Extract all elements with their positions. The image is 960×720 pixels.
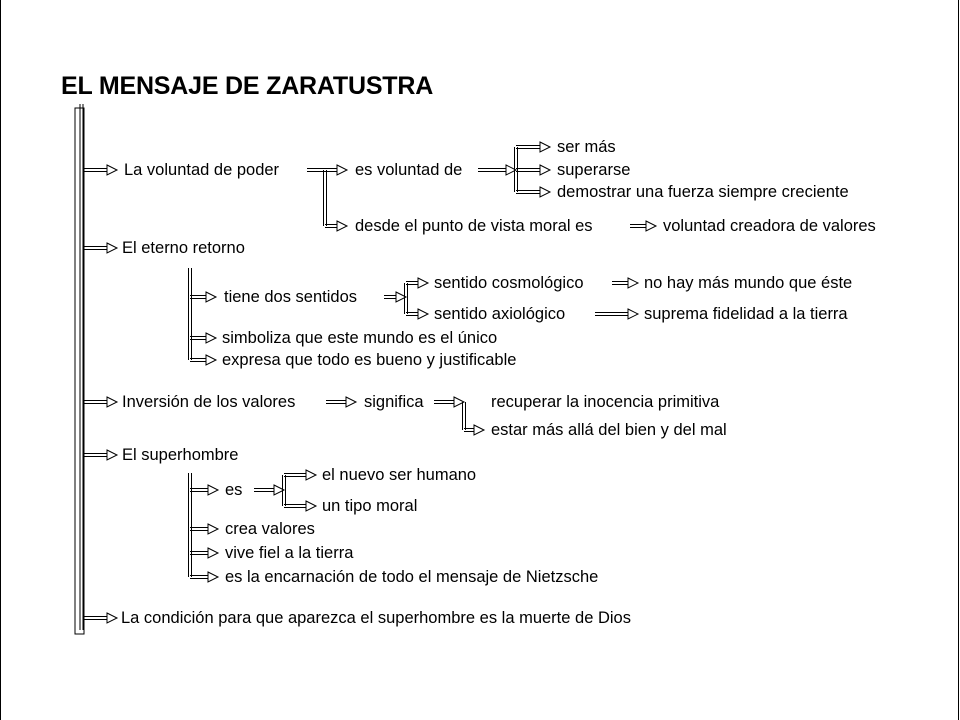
arrow-superhombre-head	[107, 450, 117, 460]
node-tiene-dos-sentidos: tiene dos sentidos	[224, 288, 358, 306]
node-mas-alla-bien-mal: estar más allá del bien y del mal	[491, 421, 727, 439]
node-sentido-cosmologico: sentido cosmológico	[434, 274, 584, 292]
arrow-ser-mas-head	[540, 142, 550, 152]
node-expresa: expresa que todo es bueno y justificable	[222, 351, 517, 369]
node-punto-de-vista-moral: desde el punto de vista moral es	[355, 217, 593, 235]
arrow-crea-head	[208, 524, 218, 534]
node-sentido-axiologico: sentido axiológico	[434, 305, 566, 323]
arrow-sentidos-head	[206, 292, 216, 302]
node-superarse: superarse	[557, 161, 631, 179]
arrow-es-voluntad-head	[337, 165, 347, 175]
node-fuerza-creciente: demostrar una fuerza siempre creciente	[557, 183, 849, 201]
arrow-axio-result-head	[628, 309, 638, 319]
node-inversion-valores: Inversión de los valores	[122, 393, 296, 411]
node-voluntad-de-poder: La voluntad de poder	[124, 161, 280, 179]
node-tipo-moral: un tipo moral	[322, 497, 418, 515]
node-suprema-fidelidad: suprema fidelidad a la tierra	[644, 305, 848, 323]
node-vive-fiel: vive fiel a la tierra	[225, 544, 354, 562]
arrow-simboliza-head	[206, 333, 216, 343]
arrow-fuerza-head	[540, 187, 550, 197]
arrow-expresa-head	[206, 355, 216, 365]
arrow-significa-head	[346, 397, 356, 407]
node-superhombre-es: es	[225, 481, 243, 499]
arrow-nuevo-ser-head	[306, 470, 316, 480]
arrow-superarse-head	[540, 165, 550, 175]
arrow-voluntad-head	[107, 165, 117, 175]
arrow-mas-alla-head	[474, 425, 484, 435]
arrow-cosmo-result-head	[628, 278, 638, 288]
node-crea-valores: crea valores	[225, 520, 315, 538]
node-no-hay-mas-mundo: no hay más mundo que éste	[644, 274, 853, 292]
arrow-tipo-moral-head	[306, 501, 316, 511]
node-encarnacion: es la encarnación de todo el mensaje de Nietzsche	[225, 568, 599, 586]
node-ser-mas: ser más	[557, 138, 616, 156]
arrow-axio-head	[418, 309, 428, 319]
arrow-cosmo-head	[418, 278, 428, 288]
node-voluntad-creadora: voluntad creadora de valores	[663, 217, 876, 235]
node-eterno-retorno: El eterno retorno	[122, 239, 245, 257]
arrow-es-head	[208, 485, 218, 495]
arrow-voluntad-creadora-head	[646, 221, 656, 231]
arrow-vive-head	[208, 548, 218, 558]
node-inocencia-primitiva: recuperar la inocencia primitiva	[491, 393, 720, 411]
node-condicion-muerte-dios: La condición para que aparezca el superhombre es la muerte de Dios	[121, 609, 631, 627]
arrow-moral-head	[337, 221, 347, 231]
node-significa: significa	[364, 393, 424, 411]
arrow-encarnacion-head	[208, 572, 218, 582]
arrow-condicion-head	[107, 613, 117, 623]
arrow-eterno-head	[107, 243, 117, 253]
node-superhombre: El superhombre	[122, 446, 239, 464]
node-simboliza: simboliza que este mundo es el único	[222, 329, 498, 347]
arrow-inversion-head	[107, 397, 117, 407]
node-nuevo-ser-humano: el nuevo ser humano	[322, 466, 477, 484]
node-es-voluntad-de: es voluntad de	[355, 161, 463, 179]
page-title: EL MENSAJE DE ZARATUSTRA	[61, 72, 434, 100]
